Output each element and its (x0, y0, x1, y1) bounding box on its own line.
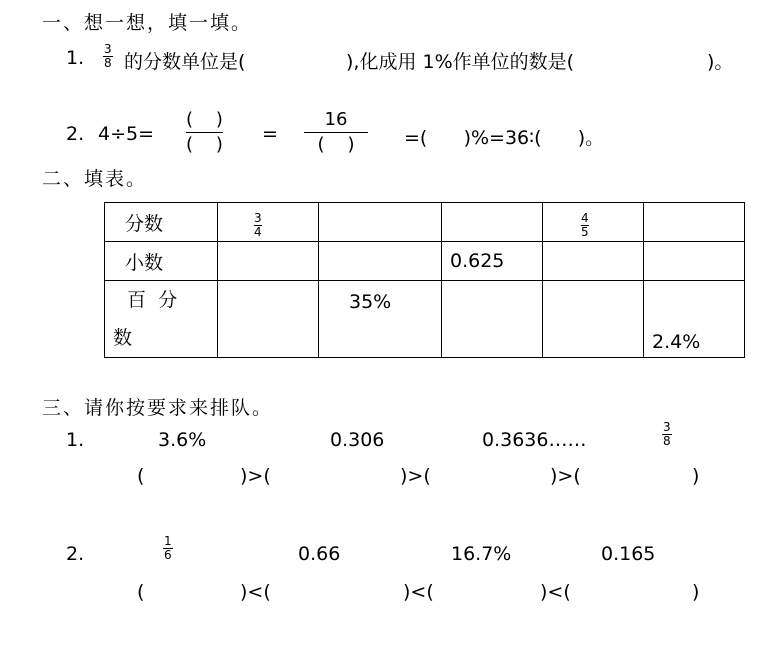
section2-heading: 二、填表。 (42, 168, 148, 190)
fill-table (104, 202, 745, 358)
table-cell (218, 242, 319, 281)
row-label-fraction: 分数 (105, 203, 218, 242)
q2-number: 2. (66, 123, 85, 145)
table-cell (218, 281, 319, 358)
s3-q1-paren-4: )>( (550, 465, 581, 487)
table-cell (319, 203, 442, 242)
s3-q2-item-1: 0.66 (298, 543, 341, 565)
s3-q2-fraction: 1 6 (164, 534, 172, 562)
s3-q1-item-3: 0.3636…… (482, 429, 587, 451)
table-cell (319, 242, 442, 281)
s3-q1-paren-1: ( (137, 465, 145, 487)
s3-q2-item-3: 0.165 (601, 543, 656, 565)
table-fraction-3-4: $\frac{3}{4}$ (254, 211, 262, 239)
row-label-percent: 百 分 数 (105, 281, 218, 358)
table-cell (644, 203, 745, 242)
s3-q1-paren-3: )>( (400, 465, 431, 487)
q1-text-b: ),化成用 1%作单位的数是( (346, 51, 575, 73)
s3-q1-fraction: 3 8 (663, 420, 671, 448)
q1-text-a: 的分数单位是( (124, 51, 246, 73)
table-cell (543, 203, 644, 242)
section1-heading: 一、想一想，填一填。 (42, 12, 253, 34)
table-cell-percent-2-4: 2.4% (644, 281, 745, 358)
s3-q1-item-1: 3.6% (158, 429, 207, 451)
q2-frac1-top: ( ) (186, 109, 223, 130)
q2-fraction-2 (304, 109, 368, 156)
table-cell (442, 203, 543, 242)
s3-q2-paren-3: )<( (403, 581, 434, 603)
row-label-decimal: 小数 (105, 242, 218, 281)
q1-text-c: )。 (707, 51, 734, 73)
table-cell (218, 203, 319, 242)
s3-q2-paren-4: )<( (540, 581, 571, 603)
s3-q2-paren-2: )<( (240, 581, 271, 603)
table-cell-percent-35: 35% (319, 281, 442, 358)
q1-fraction-den: 8 (104, 56, 112, 70)
table-cell-decimal: 0.625 (442, 242, 543, 281)
q2-expr-start: 4÷5= (98, 123, 155, 145)
s3-q2-item-2: 16.7% (451, 543, 512, 565)
q2-equals: = (262, 123, 278, 145)
s3-q2-paren-1: ( (137, 581, 145, 603)
s3-q1-number: 1. (66, 429, 85, 451)
table-cell (644, 242, 745, 281)
q2-frac2-top: 16 (324, 109, 348, 130)
q2-frac1-bottom: ( ) (186, 134, 223, 155)
table-cell (442, 281, 543, 358)
table-fraction-4-5: $\frac{4}{5}$ (581, 211, 589, 239)
s3-q1-item-2: 0.306 (330, 429, 385, 451)
table-cell (543, 242, 644, 281)
q1-number: 1. (66, 47, 85, 69)
s3-q2-paren-5: ) (692, 581, 700, 603)
s3-q2-number: 2. (66, 543, 85, 565)
q2-frac2-bottom: ( ) (317, 134, 355, 155)
section3-heading: 三、请你按要求来排队。 (42, 397, 274, 419)
q1-fraction (103, 43, 113, 70)
q2-fraction-1 (186, 109, 223, 156)
s3-q1-paren-2: )>( (240, 465, 271, 487)
table-cell (543, 281, 644, 358)
s3-q1-paren-5: ) (692, 465, 700, 487)
q1-fraction-num: 3 (104, 42, 112, 56)
q2-tail: =( )%=36∶( )。 (404, 127, 605, 149)
